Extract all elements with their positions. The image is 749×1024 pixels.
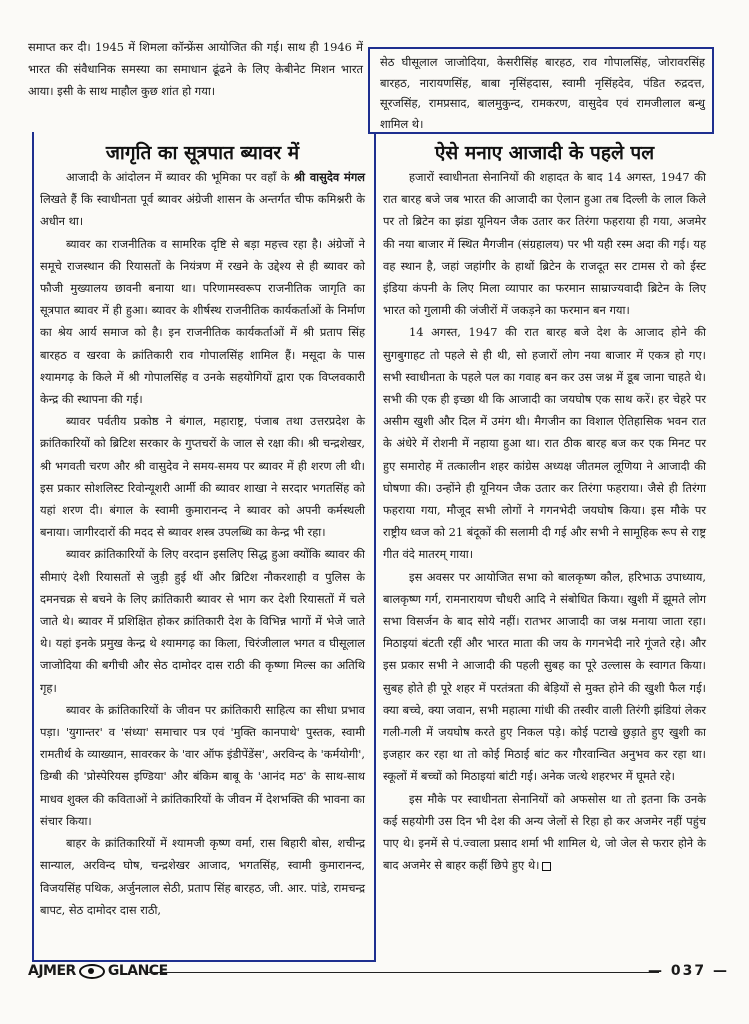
right-paragraph-4: इस मौके पर स्वाधीनता सेनानियों को अफसोस था तो इतना कि उनके कई सहयोगी उस दिन भी देश की अन्य जेलों से रिहा हो कर अजमेर नहीं पहुंच पाए थे। इनमें से पं.ज्वाला प्रसाद शर्मा भी शामिल थे, जो जेल से फरार होने के बाद अजमेर से बाहर कहीं छिपे हुए थे।	[383, 791, 706, 873]
top-left-paragraph: समाप्त कर दी। 1945 में शिमला कॉन्फ्रेंस आयोजित की गई। साथ ही 1946 में भारत की संवैधानिक समस्या का समाधान ढूंढने के लिए केबीनेट मिशन भारत आया। इसी के साथ माहौल कुछ शांत हो गया।	[28, 40, 363, 99]
brand-left: AJMER	[28, 963, 76, 979]
page-number: — 037 —	[648, 963, 729, 979]
right-paragraph-2: 14 अगस्त, 1947 की रात बारह बजे देश के आजाद होने की सुगबुगाहट तो पहले से ही थी, सो हजारों लोग नया बाजार में एकत्र हो गए। सभी स्वाधीनता के पहले पल का गवाह बन कर उस जश्न में डूब जाना चाहते थे। सभी की एक ही इच्छा थी कि आजादी का जयघोष एक साथ करें। हर चेहरे पर असीम खुशी और दिल में उमंग थी। मैगजीन का विशाल ऐतिहासिक भवन रात के अंधेरे में रोशनी में नहाया हुआ था। रात ठीक बारह बज कर एक मिनट पर हुए समारोह में तत्कालीन शहर कांग्रेस अध्यक्ष जीतमल लूणिया ने आजादी की घोषणा की। उन्होंने ही यूनियन जैक उतार कर तिरंगा फहराया। जैसे ही तिरंगा फहराया गया, मौजूद सभी लोगों ने गगनभेदी जयघोष किया। इस मौके पर राष्ट्रीय ध्वज को 21 बंदूकों की सलामी दी गई और सभी ने सामूहिक रूप से राष्ट्र गीत वंदे मातरम् गाया।	[383, 325, 706, 562]
top-right-paragraph: सेठ घीसूलाल जाजोदिया, केसरीसिंह बारहठ, राव गोपालसिंह, जोरावरसिंह बारहठ, नारायणसिंह, बाबा नृसिंहदास, स्वामी नृसिंहदेव, पंडित रुद्रदत्त, सूरजसिंह, रामप्रसाद, बालमुकुन्द, रामकरण, वासुदेव एवं रामजीलाल बन्धु शामिल थे।	[380, 55, 705, 131]
right-article-headline: ऐसे मनाए आजादी के पहले पल	[434, 142, 655, 164]
end-mark-icon	[542, 862, 551, 871]
left-paragraph-3: ब्यावर पर्वतीय प्रकोष्ठ ने बंगाल, महाराष्ट्र, पंजाब तथा उत्तरप्रदेश के क्रांतिकारियों को ब्रिटिश सरकार के गुप्तचरों के जाल से रक्षा की। श्री चन्द्रशेखर, श्री भगवती चरण और श्री वासुदेव ने समय-समय पर ब्यावर में ही शरण ली थी। इस प्रकार सोशलिस्ट रिवोन्यूशरी आर्मी की ब्यावर शाखा ने सरदार भगतसिंह को यहां शरण दी। बंगाल के स्वामी कुमारानन्द ने ब्यावर को अपनी कर्मस्थली बनाया। जागीरदारों की मदद से ब्यावर शस्त्र उपलब्धि का केन्द्र भी रहा।	[40, 414, 365, 540]
left-article	[40, 140, 365, 921]
left-paragraph-6: बाहर के क्रांतिकारियों में श्यामजी कृष्ण वर्मा, रास बिहारी बोस, शचीन्द्र सान्याल, अरविन्द घोष, चन्द्रशेखर आजाद, भगतसिंह, स्वामी कुमारानन्द, विजयसिंह पथिक, अर्जुनलाल सेठी, प्रताप सिंह बारहठ, जी. आर. पांडे, रामचन्द्र बापट, सेठ दामोदर दास राठी,	[40, 836, 365, 917]
right-article	[383, 140, 706, 877]
left-paragraph-1: आजादी के आंदोलन में ब्यावर की भूमिका पर वहाँ के श्री वासुदेव मंगल लिखते हैं कि स्वाधीनता पूर्व ब्यावर अंग्रेजी शासन के अन्तर्गत चीफ कमिश्नरी के अधीन था।	[40, 170, 365, 229]
left-paragraph-4: ब्यावर क्रांतिकारियों के लिए वरदान इसलिए सिद्ध हुआ क्योंकि ब्यावर की सीमाएं देशी रियासतों से जुड़ी हुई थीं और ब्रिटिश नौकरशाही व पुलिस के दमनचक्र से बचने के लिए क्रांतिकारी ब्यावर से भाग कर देशी रियासतों में चले जाते थे। ब्यावर में प्रशिक्षित होकर क्रांतिकारी देश के विभिन्न भागों में भेजे जाते थे। यहां इनके प्रमुख केन्द्र थे श्यामगढ़ का किला, चिरंजीलाल भगत व घीसूलाल जाजोदिया की बगीची और सेठ दामोदर दास राठी की कृष्णा मिल्स का अतिथि गृह।	[40, 547, 365, 695]
left-article-headline: जागृति का सूत्रपात ब्यावर में	[105, 142, 300, 164]
footer-rule	[148, 972, 659, 973]
right-paragraph-1: हजारों स्वाधीनता सेनानियों की शहादत के बाद 14 अगस्त, 1947 की रात बारह बजे जब भारत की आजादी का ऐलान हुआ तब दिल्ली के लाल किले पर तो ब्रिटेन का झंडा यूनियन जैक उतार कर तिरंगा फहराया ही गया, अजमेर की नया बाजार में स्थित मैगजीन (संग्रहालय) पर भी यही रस्म अदा की गई। यह वह स्थान है, जहां जहांगीर के हाथों ब्रिटेन के राजदूत सर टामस रो को ईस्ट इंडिया कंपनी के लिए मिला व्यापार का फरमान साम्राज्यवादी ब्रिटेन के लिए भारत को गुलामी की जंजीरों में जकड़ने का फरमान बन गया।	[383, 170, 706, 318]
top-left-text	[28, 36, 363, 103]
brand-logo	[28, 963, 168, 979]
author-name: श्री वासुदेव मंगल	[293, 170, 365, 184]
left-paragraph-2: ब्यावर का राजनीतिक व सामरिक दृष्टि से बड़ा महत्त्व रहा है। अंग्रेजों ने समूचे राजस्थान की रियासतों के नियंत्रण में रखने के उद्देश्य से ही ब्यावर को फौजी मुख्यालय छावनी बनाया था। परिणामस्वरूप राजनीतिक जागृति का सूत्रपात ब्यावर में ही हुआ। ब्यावर के शीर्षस्थ राजनीतिक कार्यकर्ताओं के निर्माण का श्रेय आर्य समाज को है। इन राजनीतिक कार्यकर्ताओं में श्री प्रताप सिंह बारहठ व खरवा के क्रांतिकारी राव गोपालसिंह शामिल हैं। मसूदा के पास श्यामगढ़ के किले में श्री गोपालसिंह व उनके सहयोगियों द्वारा एक विप्लवकारी केन्द्र की स्थापना की गई।	[40, 236, 365, 407]
left-paragraph-5: ब्यावर के क्रांतिकारियों के जीवन पर क्रांतिकारी साहित्य का सीधा प्रभाव पड़ा। 'युगान्तर' व 'संध्या' समाचार पत्र एवं 'मुक्ति कानपाथे' पुस्तक, स्वामी रामतीर्थ के व्याख्यान, सावरकर के 'वार ऑफ इंडीपेंडेंस', अरविन्द के 'कर्मयोगी', डिग्बी की 'प्रोस्पेरियस इण्डिया' और बंकिम बाबू के 'आनंद मठ' के साथ-साथ माधव शुक्ल की कविताओं ने क्रांतिकारियों के जीवन में देशभक्ति की भावना का संचार किया।	[40, 702, 365, 828]
brand-right: GLANCE	[107, 963, 168, 979]
eye-icon	[79, 964, 105, 979]
page-footer	[28, 963, 729, 983]
top-right-text	[380, 52, 705, 134]
right-paragraph-3: इस अवसर पर आयोजित सभा को बालकृष्ण कौल, हरिभाऊ उपाध्याय, बालकृष्ण गर्ग, रामनारायण चौधरी आदि ने संबोधित किया। खुशी में झूमते लोग सभा विसर्जन के बाद सोये नहीं। रातभर आजादी का जश्न मनाया जाता रहा। मिठाइयां बंटती रहीं और भारत माता की जय के गगनभेदी नारे गूंजते रहे। और इस प्रकार सभी ने आजादी की पहली सुबह का पूरे उल्लास के स्वागत किया। सुबह होते ही पूरे शहर में परतंत्रता की बेड़ियों से मुक्त होने की खुशी फैल गई। क्या बच्चे, क्या जवान, सभी महात्मा गांधी की तस्वीर वाली तिरंगी झंडियां लेकर गली-गली में जयघोष करते हुए निकल पड़े। कोई पटाखे छुड़ाते हुए खुशी का इजहार कर रहा था तो कोई मिठाई बांट कर गौरवान्वित अनुभव कर रहा था। स्कूलों में बच्चों को मिठाइयां बांटी गई। अनेक जत्थे शहरभर में घूमते रहे।	[383, 569, 706, 784]
